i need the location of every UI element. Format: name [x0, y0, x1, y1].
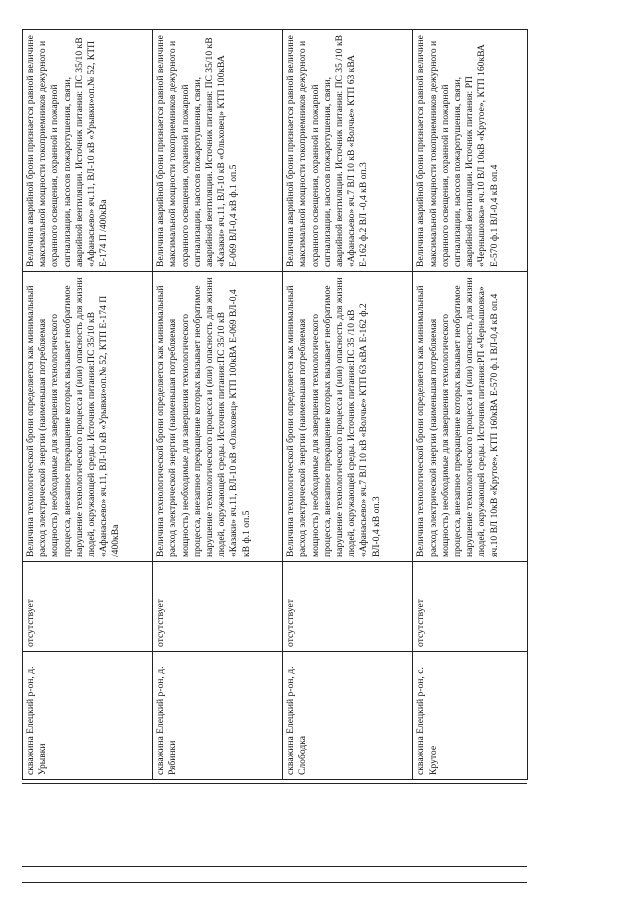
divider-line: [22, 866, 527, 867]
tech-reserve-cell: Величина технологической брони определяется как минимальный расход электрической энергии (наименьшая потребляемая мощность) необходимые для завершения технологического процесса, внезапное прекращение которых вызывает необратимое нарушение технологического процесса и (или) опасность для жизни людей, окружающей среды. Источник питания:ПС 35/10 кВ «Афанасьево» яч.11, ВЛ-10 кВ «Урывки»оп.№ 52, КТП Е-174 П /400кВа: [23, 272, 153, 562]
emergency-reserve-cell: Величина аварийной брони признается равной величине максимальной мощности токоприемников дежурного и охранного освещения, охранной и пожарной сигнализации, насосов пожаротушения, связи, аварийной вентиляции. Источник питания: РП «Чернышовка» яч.10 ВЛ 10кВ «Крутое», КТП 160кВА Е-570 ф.1 ВЛ-0,4 кВ оп.4: [413, 30, 528, 272]
location-cell: скважина Елецкий р-он, д. Слободка: [283, 652, 413, 780]
emergency-reserve-cell: Величина аварийной брони признается равной величине максимальной мощности токоприемников дежурного и охранного освещения, охранной и пожарной сигнализации, насосов пожаротушения, связи, аварийной вентиляции. Источник питания: ПС 35/10 кВ «Афанасьево» яч.11, ВЛ-10 кВ «Урывки»оп.№ 52, КТП Е-174 П /400кВа: [23, 30, 153, 272]
emergency-reserve-cell: Величина аварийной брони признается равной величине максимальной мощности токоприемников дежурного и охранного освещения, охранной и пожарной сигнализации, насосов пожаротушения, связи, аварийной вентиляции. Источник питания: ПС 35/10 кВ «Казаки» яч.11, ВЛ-10 кВ «Ольховец» КТП 100кВА Е-069 ВЛ-0,4 кВ ф.1 оп.5: [153, 30, 283, 272]
absent-cell: отсутствует: [153, 562, 283, 652]
emergency-reserve-cell: Величина аварийной брони признается равной величине максимальной мощности токоприемников дежурного и охранного освещения, охранной и пожарной сигнализации, насосов пожаротушения, связи, аварийной вентиляции. Источник питания: ПС 35 /10 кВ «Афанасьево» яч.7 ВЛ 10 кВ «Волчье» КТП 63 кВА Е-162 ф.2 ВЛ -0,4 кВ оп.3: [283, 30, 413, 272]
table-row: [153, 30, 283, 780]
absent-cell: отсутствует: [283, 562, 413, 652]
location-cell: скважина Елецкий р-он, д. Рябинки: [153, 652, 283, 780]
divider-line: [22, 882, 527, 883]
divider-line: [22, 783, 527, 784]
location-cell: скважина Елецкий р-он, с. Крутое: [413, 652, 528, 780]
rotated-table-wrapper: [22, 30, 528, 780]
table-row: [23, 30, 153, 780]
absent-cell: отсутствует: [23, 562, 153, 652]
location-cell: скважина Елецкий р-он, д. Урывки: [23, 652, 153, 780]
tech-reserve-cell: Величина технологической брони определяется как минимальный расход электрической энергии (наименьшая потребляемая мощность) необходимые для завершения технологического процесса, внезапное прекращение которых вызывает необратимое нарушение технологического процесса и (или) опасность для жизни людей, окружающей среды. Источник питания:РП «Чернышовка» яч.10 ВЛ 10кВ «Крутое», КТП 160кВА Е-570 ф.1 ВЛ-0,4 кВ оп.4: [413, 272, 528, 562]
table-row: [283, 30, 413, 780]
absent-cell: отсутствует: [413, 562, 528, 652]
table-row: [413, 30, 528, 780]
tech-reserve-cell: Величина технологической брони определяется как минимальный расход электрической энергии (наименьшая потребляемая мощность) необходимые для завершения технологического процесса, внезапное прекращение которых вызывает необратимое нарушение технологического процесса и (или) опасность для жизни людей, окружающей среды. Источник питания:ПС 35 /10 кВ «Афанасьево» яч.7 ВЛ 10 кВ «Волчье» КТП 63 кВА Е-162 ф.2 ВЛ-0,4 кВ оп.3: [283, 272, 413, 562]
reserve-table: [22, 29, 528, 780]
tech-reserve-cell: Величина технологической брони определяется как минимальный расход электрической энергии (наименьшая потребляемая мощность) необходимые для завершения технологического процесса, внезапное прекращение которых вызывает необратимое нарушение технологического процесса и (или) опасность для жизни людей, окружающей среды. Источник питания:ПС 35/10 кВ «Казаки» яч.11, ВЛ-10 кВ «Ольховец» КТП 100кВА Е-069 ВЛ-0,4 кВ ф.1 оп.5: [153, 272, 283, 562]
